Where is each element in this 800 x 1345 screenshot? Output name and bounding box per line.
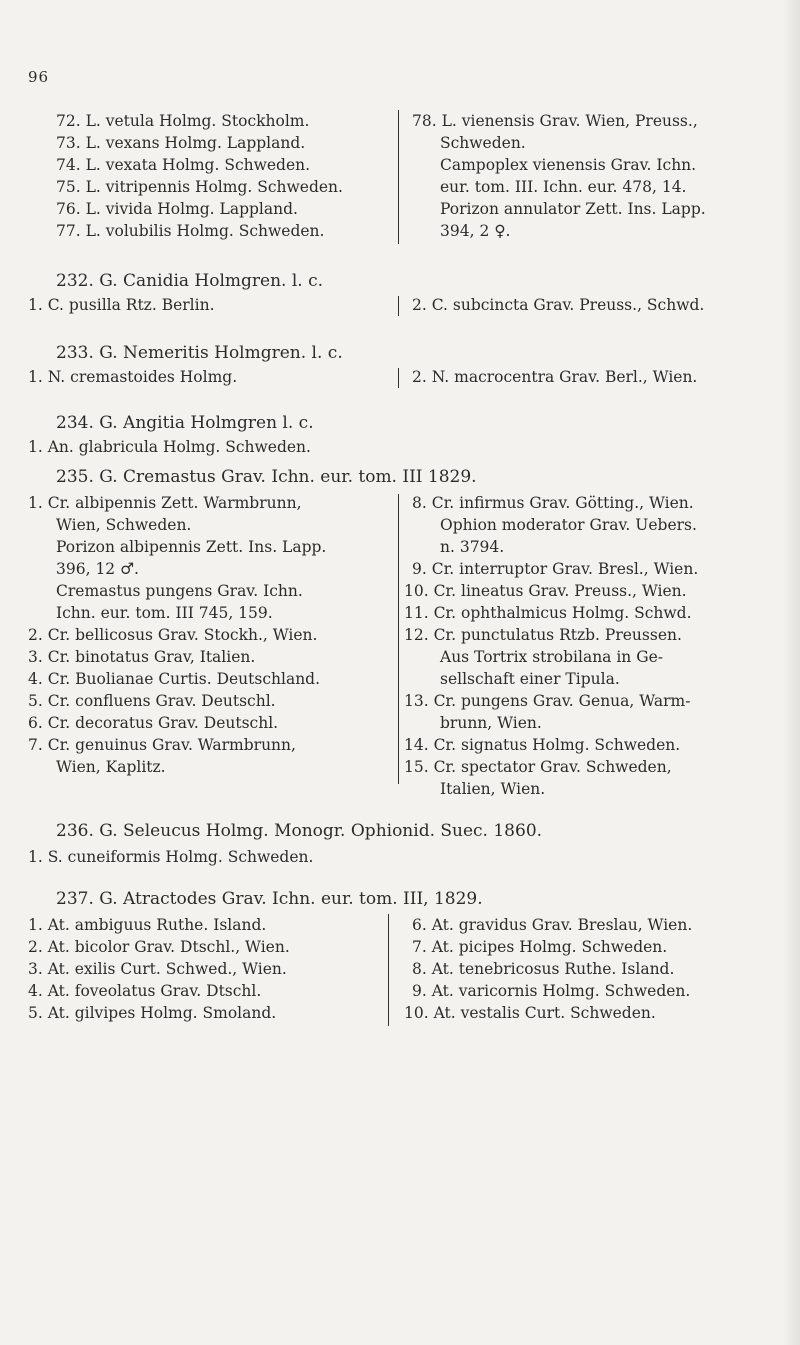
genus-header-234: 234. G. Angitia Holmgren l. c. bbox=[56, 413, 314, 433]
list-item: 1. Cr. albipennis Zett. Warmbrunn, bbox=[28, 494, 302, 512]
column-divider bbox=[398, 296, 399, 316]
list-item: 5. Cr. confluens Grav. Deutschl. bbox=[28, 692, 276, 710]
list-item: 8. Cr. infirmus Grav. Götting., Wien. bbox=[412, 494, 694, 512]
column-divider bbox=[388, 914, 389, 1026]
entry-continuation: 394, 2 ♀. bbox=[440, 222, 511, 240]
list-item: 3. Cr. binotatus Grav, Italien. bbox=[28, 648, 256, 666]
entry-continuation: Wien, Schweden. bbox=[56, 516, 192, 534]
list-item: 1. At. ambiguus Ruthe. Island. bbox=[28, 916, 267, 934]
list-item: 9. Cr. interruptor Grav. Bresl., Wien. bbox=[412, 560, 699, 578]
entry-continuation: Cremastus pungens Grav. Ichn. bbox=[56, 582, 303, 600]
list-item: 2. At. bicolor Grav. Dtschl., Wien. bbox=[28, 938, 290, 956]
list-item: 4. At. foveolatus Grav. Dtschl. bbox=[28, 982, 262, 1000]
entry-continuation: Porizon albipennis Zett. Ins. Lapp. bbox=[56, 538, 327, 556]
list-item: 13. Cr. pungens Grav. Genua, Warm- bbox=[404, 692, 691, 710]
page-edge-shadow bbox=[782, 0, 800, 1345]
list-item: 73. L. vexans Holmg. Lappland. bbox=[56, 134, 306, 152]
genus-header-232: 232. G. Canidia Holmgren. l. c. bbox=[56, 271, 324, 291]
entry-continuation: Wien, Kaplitz. bbox=[56, 758, 166, 776]
entry-continuation: brunn, Wien. bbox=[440, 714, 542, 732]
list-item: 78. L. vienensis Grav. Wien, Preuss., bbox=[412, 112, 698, 130]
list-item: 9. At. varicornis Holmg. Schweden. bbox=[412, 982, 691, 1000]
list-item: 8. At. tenebricosus Ruthe. Island. bbox=[412, 960, 675, 978]
list-item: 1. C. pusilla Rtz. Berlin. bbox=[28, 296, 215, 314]
list-item: 11. Cr. ophthalmicus Holmg. Schwd. bbox=[404, 604, 692, 622]
genus-header-235: 235. G. Cremastus Grav. Ichn. eur. tom. III 1829. bbox=[56, 467, 477, 487]
entry-continuation: Schweden. bbox=[440, 134, 526, 152]
list-item: 77. L. volubilis Holmg. Schweden. bbox=[56, 222, 325, 240]
list-item: 7. Cr. genuinus Grav. Warmbrunn, bbox=[28, 736, 296, 754]
page-number: 96 bbox=[28, 68, 50, 86]
list-item: 15. Cr. spectator Grav. Schweden, bbox=[404, 758, 672, 776]
list-item: 2. N. macrocentra Grav. Berl., Wien. bbox=[412, 368, 698, 386]
genus-header-236: 236. G. Seleucus Holmg. Monogr. Ophionid. Suec. 1860. bbox=[56, 821, 543, 841]
entry-continuation: Aus Tortrix strobilana in Ge- bbox=[440, 648, 664, 666]
list-item: 10. At. vestalis Curt. Schweden. bbox=[404, 1004, 656, 1022]
list-item: 75. L. vitripennis Holmg. Schweden. bbox=[56, 178, 343, 196]
column-divider bbox=[398, 110, 399, 244]
list-item: 1. An. glabricula Holmg. Schweden. bbox=[28, 438, 311, 456]
entry-continuation: eur. tom. III. Ichn. eur. 478, 14. bbox=[440, 178, 687, 196]
list-item: 1. N. cremastoides Holmg. bbox=[28, 368, 238, 386]
list-item: 4. Cr. Buolianae Curtis. Deutschland. bbox=[28, 670, 321, 688]
entry-continuation: sellschaft einer Tipula. bbox=[440, 670, 620, 688]
genus-header-233: 233. G. Nemeritis Holmgren. l. c. bbox=[56, 343, 343, 363]
entry-continuation: n. 3794. bbox=[440, 538, 505, 556]
genus-header-237: 237. G. Atractodes Grav. Ichn. eur. tom. III, 1829. bbox=[56, 889, 483, 909]
list-item: 7. At. picipes Holmg. Schweden. bbox=[412, 938, 668, 956]
list-item: 14. Cr. signatus Holmg. Schweden. bbox=[404, 736, 681, 754]
column-divider bbox=[398, 368, 399, 388]
list-item: 3. At. exilis Curt. Schwed., Wien. bbox=[28, 960, 287, 978]
entry-continuation: Campoplex vienensis Grav. Ichn. bbox=[440, 156, 697, 174]
entry-continuation: 396, 12 ♂. bbox=[56, 560, 139, 578]
list-item: 72. L. vetula Holmg. Stockholm. bbox=[56, 112, 310, 130]
entry-continuation: Italien, Wien. bbox=[440, 780, 546, 798]
list-item: 5. At. gilvipes Holmg. Smoland. bbox=[28, 1004, 277, 1022]
list-item: 10. Cr. lineatus Grav. Preuss., Wien. bbox=[404, 582, 687, 600]
entry-continuation: Ichn. eur. tom. III 745, 159. bbox=[56, 604, 273, 622]
entry-continuation: Porizon annulator Zett. Ins. Lapp. bbox=[440, 200, 706, 218]
column-divider bbox=[398, 494, 399, 784]
entry-continuation: Ophion moderator Grav. Uebers. bbox=[440, 516, 697, 534]
list-item: 74. L. vexata Holmg. Schweden. bbox=[56, 156, 311, 174]
list-item: 1. S. cuneiformis Holmg. Schweden. bbox=[28, 848, 314, 866]
list-item: 76. L. vivida Holmg. Lappland. bbox=[56, 200, 298, 218]
list-item: 12. Cr. punctulatus Rtzb. Preussen. bbox=[404, 626, 682, 644]
list-item: 2. Cr. bellicosus Grav. Stockh., Wien. bbox=[28, 626, 318, 644]
list-item: 2. C. subcincta Grav. Preuss., Schwd. bbox=[412, 296, 705, 314]
list-item: 6. At. gravidus Grav. Breslau, Wien. bbox=[412, 916, 693, 934]
list-item: 6. Cr. decoratus Grav. Deutschl. bbox=[28, 714, 279, 732]
